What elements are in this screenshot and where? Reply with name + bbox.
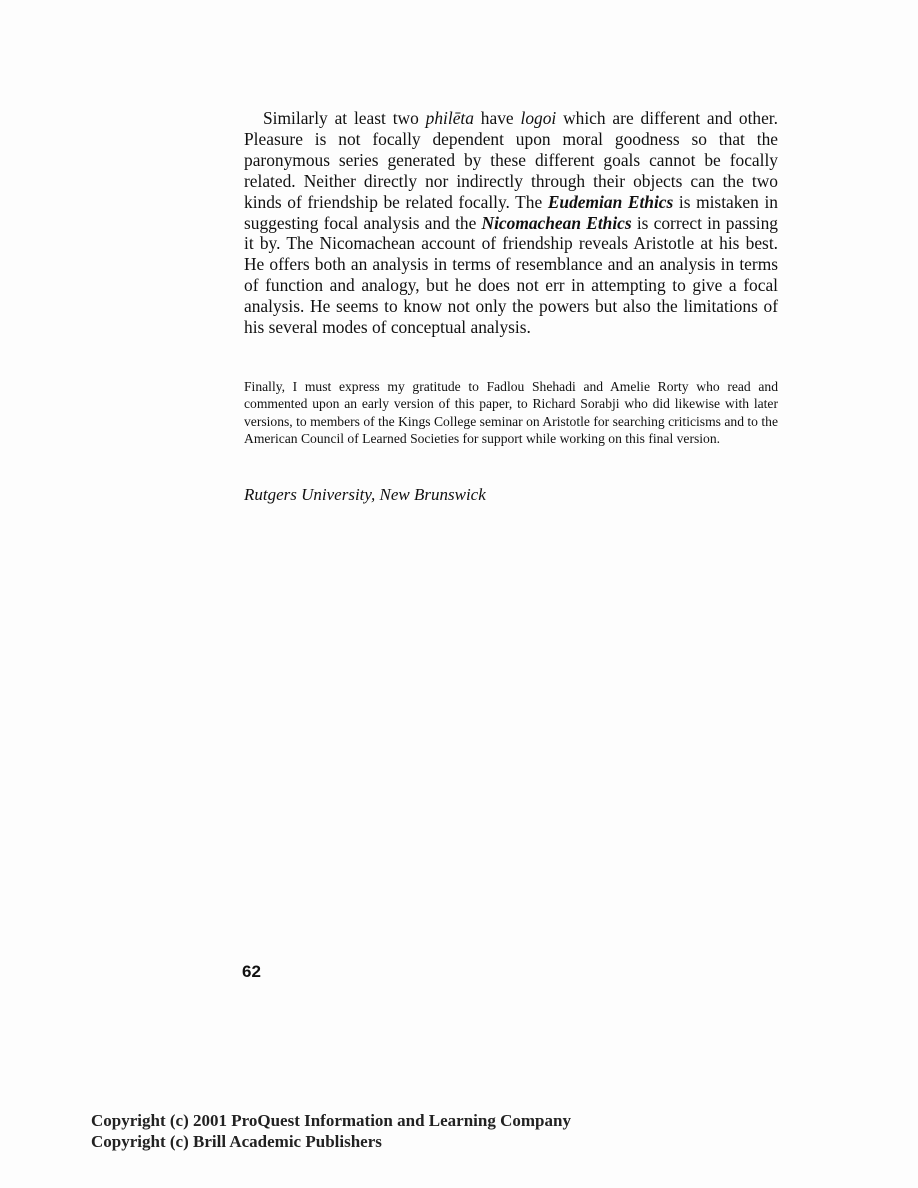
author-affiliation: Rutgers University, New Brunswick: [244, 485, 486, 504]
body-text-segment: have: [473, 108, 521, 128]
body-paragraph: [244, 108, 778, 338]
greek-term-philetai: philēta: [425, 108, 474, 128]
work-title-nicomachean-ethics: Nicomachean Ethics: [481, 212, 632, 233]
body-text-segment: which are different and other. Pleasure is not focally dependent upon moral goodness so that the paronymous series generated by these different goals cannot be focally related. Neither directly nor indirectly through their objects can the two kinds of friendship be related focally. The: [244, 108, 778, 212]
body-text-segment: is mistaken in suggesting focal analysis and the: [244, 191, 778, 233]
acknowledgement-note: Finally, I must express my gratitude to Fadlou Shehadi and Amelie Rorty who read and commented upon an early version of this paper, to Richard Sorabji who did likewise with later versions, to members of the Kings College seminar on Aristotle for searching criticisms and to the American Council of Learned Societies for support while working on this final version.: [244, 379, 778, 447]
body-text-segment: is correct in passing it by. The Nicomachean account of friendship reveals Aristotle at his best. He offers both an analysis in terms of resemblance and an analysis in terms of function and analogy, but he does not err in attempting to give a focal analysis. He seems to know not only the powers but also the limitations of his several modes of conceptual analysis.: [244, 212, 778, 338]
greek-term-logoi: logoi: [520, 108, 557, 128]
copyright-notice: [91, 1111, 571, 1152]
copyright-line-proquest: Copyright (c) 2001 ProQuest Information and Learning Company: [91, 1111, 571, 1130]
copyright-line-brill: Copyright (c) Brill Academic Publishers: [91, 1131, 382, 1151]
work-title-eudemian-ethics: Eudemian Ethics: [547, 191, 674, 212]
body-text-segment: Similarly at least two: [263, 108, 426, 128]
page-number: 62: [242, 962, 261, 981]
